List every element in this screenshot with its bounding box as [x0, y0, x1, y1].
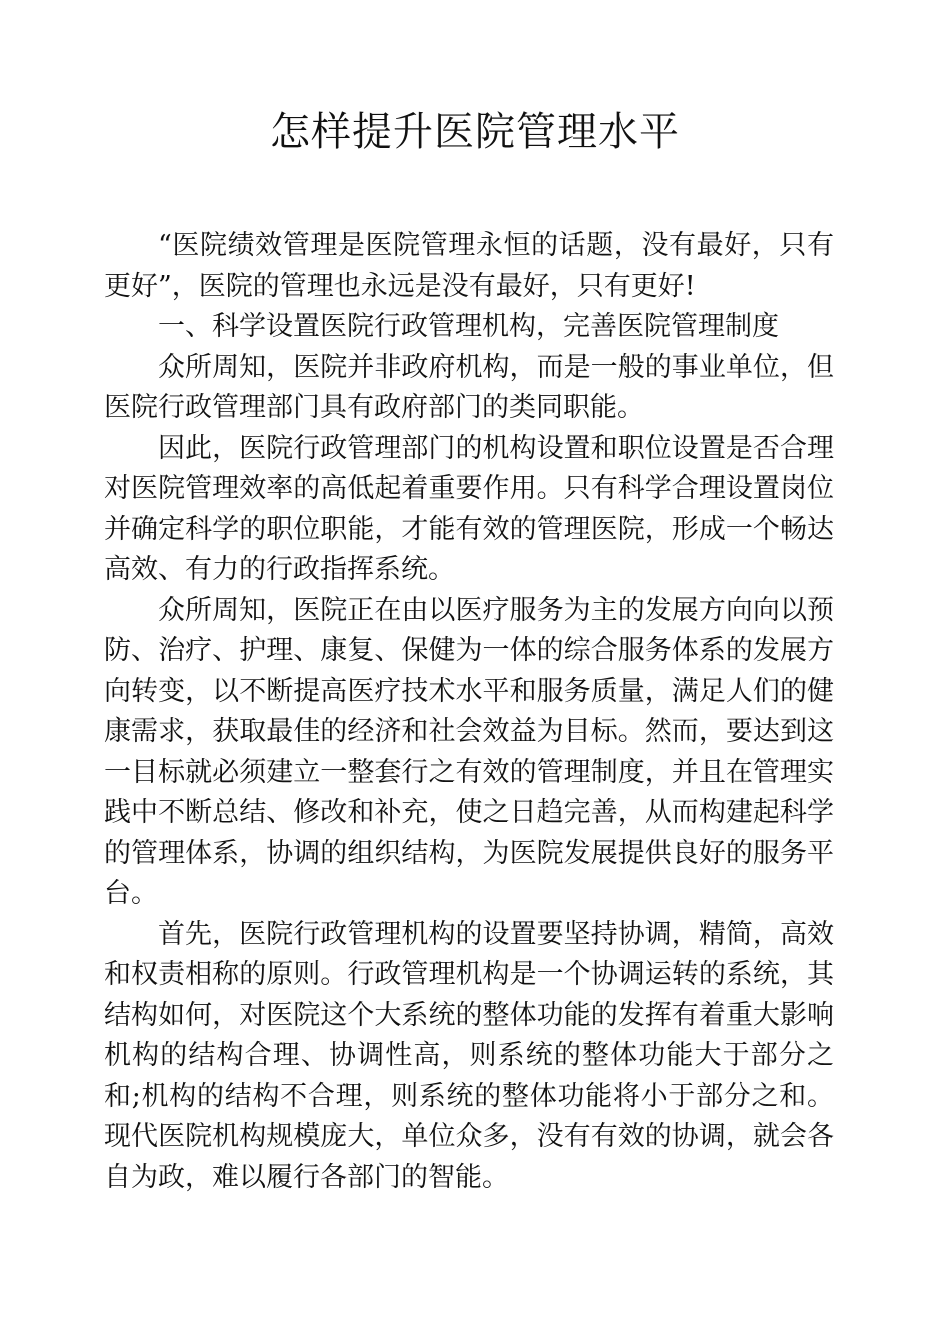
paragraph-3: 因此，医院行政管理部门的机构设置和职位设置是否合理对医院管理效率的高低起着重要作用。只有科学合理设置岗位并确定科学的职位职能，才能有效的管理医院，形成一个畅达高效、有力的行政指挥系统。 — [104, 432, 834, 585]
paragraph-5: 首先，医院行政管理机构的设置要坚持协调，精简，高效和权责相称的原则。行政管理机构是一个协调运转的系统，其结构如何，对医院这个大系统的整体功能的发挥有着重大影响机构的结构合理、协调性高，则系统的整体功能大于部分之和;机构的结构不合理，则系统的整体功能将小于部分之和。现代医院机构规模庞大，单位众多，没有有效的协调，就会各自为政，难以履行各部门的智能。 — [104, 918, 834, 1193]
paragraph-2: 众所周知，医院并非政府机构，而是一般的事业单位，但医院行政管理部门具有政府部门的类同职能。 — [104, 351, 834, 423]
section-heading-1: 一、科学设置医院行政管理机构，完善医院管理制度 — [158, 311, 779, 342]
paragraph-intro: “医院绩效管理是医院管理永恒的话题，没有最好，只有更好”，医院的管理也永远是没有最好，只有更好! — [104, 230, 834, 302]
document-title: 怎样提升医院管理水平 — [270, 109, 680, 155]
document-body — [104, 226, 834, 1198]
paragraph-4: 众所周知，医院正在由以医疗服务为主的发展方向向以预防、治疗、护理、康复、保健为一体的综合服务体系的发展方向转变，以不断提高医疗技术水平和服务质量，满足人们的健康需求，获取最佳的经济和社会效益为目标。然而，要达到这一目标就必须建立一整套行之有效的管理制度，并且在管理实践中不断总结、修改和补充，使之日趋完善，从而构建起科学的管理体系，协调的组织结构，为医院发展提供良好的服务平台。 — [104, 594, 834, 909]
